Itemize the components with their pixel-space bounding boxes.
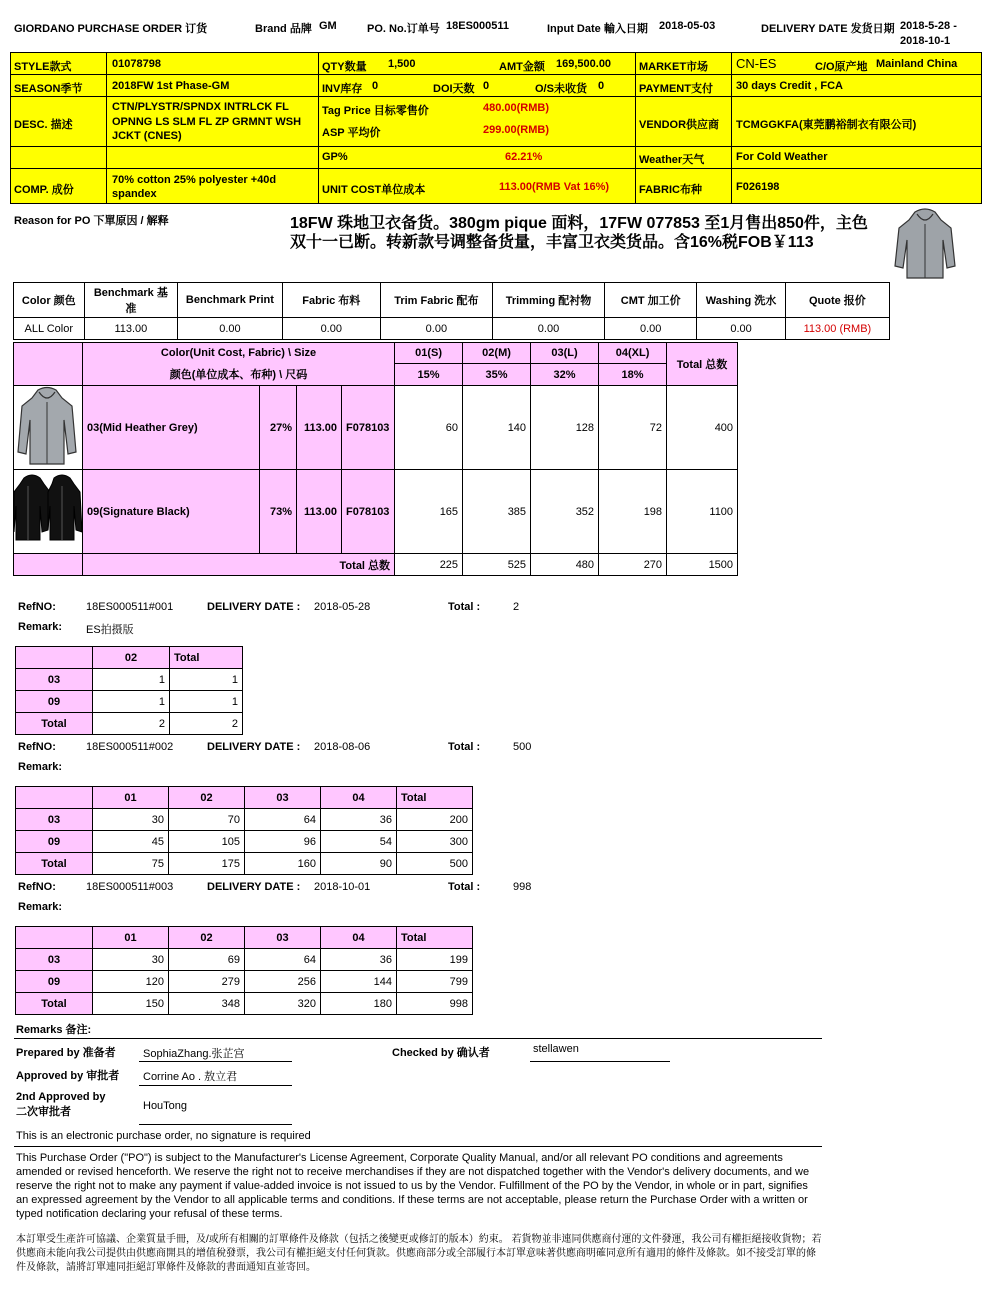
delivery-row-label: 03: [16, 669, 93, 691]
delivery-total-label: Total :: [448, 741, 481, 753]
delivery-cell: 45: [93, 831, 169, 853]
size-header: 04(XL): [599, 343, 667, 364]
origin-value: Mainland China: [876, 58, 958, 70]
legal-terms-zh: 本訂單受生產許可協議、企業質量手冊，及/或所有相關的訂單條件及條款（包括之後變更或修訂的版本）約束。 若貨物並非連同供應商付運的文件發運，我公司有權拒絕接收貨物；若供應商未能向我公司提供由供應商開具的增值稅發票，我公司有權拒絕支付任何貨款。供應商部分或全部履行本訂單意味著供應商明確同意所有適用的條件及條款。如不接受訂單的條件及條款，請將訂單連同拒絕訂單條件及條款的書面通知直並寄回。: [16, 1234, 822, 1273]
cost-cell: 113.00: [84, 318, 178, 340]
ref-value: 18ES000511#003: [86, 881, 174, 893]
desc-line-2: OPNNG LS SLM FL ZP GRMNT WSH: [112, 116, 302, 128]
desc-line-1: CTN/PLYSTR/SPNDX INTRLCK FL: [112, 101, 289, 113]
delivery-header: [16, 787, 93, 809]
cost-cell: 0.00: [697, 318, 786, 340]
qty-value: 1,500: [388, 58, 416, 70]
cost-header: Fabric 布料: [282, 283, 380, 318]
delivery-row-label: Total: [16, 993, 93, 1015]
delivery-table-3: [15, 926, 473, 1015]
delivery-cell: 279: [169, 971, 245, 993]
delivery-cell: 96: [245, 831, 321, 853]
amt-label: AMT金额: [499, 61, 545, 73]
cost-header: Trimming 配衬物: [492, 283, 604, 318]
qty-cell: 352: [531, 470, 599, 554]
ref-value: 18ES000511#002: [86, 741, 174, 753]
desc-label: DESC. 描述: [14, 119, 73, 131]
delivery-cell: 36: [321, 809, 397, 831]
asp-value: 299.00(RMB): [483, 124, 550, 136]
footer-total-label: Total 总数: [83, 554, 395, 576]
qty-cell: 385: [463, 470, 531, 554]
ref-label: RefNO:: [18, 601, 56, 613]
delivery-cell: 105: [169, 831, 245, 853]
delivery-date-value-end: 2018-10-1: [900, 35, 951, 47]
ref-label: RefNO:: [18, 741, 56, 753]
delivery-total-label: Total :: [448, 601, 481, 613]
cost-header: Washing 洗水: [697, 283, 786, 318]
delivery-cell: 64: [245, 809, 321, 831]
delivery-header: 04: [321, 927, 397, 949]
remarks-label: Remarks 备注:: [16, 1024, 92, 1036]
delivery-cell: 200: [397, 809, 473, 831]
qty-cell: 198: [599, 470, 667, 554]
gp-label: GP%: [322, 151, 348, 163]
delivery-date-value: 2018-5-28 -: [900, 20, 957, 32]
size-header-en: Color(Unit Cost, Fabric) \ Size: [83, 343, 395, 364]
season-value: 2018FW 1st Phase-GM: [112, 80, 230, 92]
delivery-header: 03: [245, 927, 321, 949]
input-date-value: 2018-05-03: [659, 20, 716, 32]
delivery-cell: 54: [321, 831, 397, 853]
fabric-label: FABRIC布种: [639, 184, 702, 196]
color-fabric: F078103: [342, 470, 395, 554]
row-total: 1100: [667, 470, 738, 554]
payment-label: PAYMENT支付: [639, 83, 713, 95]
reason-line-2: 双十一已断。转新款号调整备货量，丰富卫衣类货品。含16%税FOB￥113: [290, 234, 814, 251]
payment-value: 30 days Credit , FCA: [736, 80, 843, 92]
unit-cost-value: 113.00(RMB Vat 16%): [499, 181, 610, 193]
amt-value: 169,500.00: [556, 58, 612, 70]
qty-cell: 72: [599, 386, 667, 470]
delivery-cell: 75: [93, 853, 169, 875]
hoodie-grey-icon: [14, 386, 80, 466]
delivery-cell: 150: [93, 993, 169, 1015]
po-number-label: PO. No.订单号: [367, 23, 440, 35]
delivery-row-label: Total: [16, 853, 93, 875]
delivery-date-value: 2018-08-06: [314, 741, 371, 753]
color-cost: 113.00: [297, 470, 342, 554]
delivery-cell: 799: [397, 971, 473, 993]
delivery-cell: 998: [397, 993, 473, 1015]
footer-qty: 525: [463, 554, 531, 576]
delivery-row-label: 09: [16, 831, 93, 853]
delivery-header: [16, 927, 93, 949]
delivery-cell: 256: [245, 971, 321, 993]
delivery-total-label: Total :: [448, 881, 481, 893]
delivery-total-value: 500: [513, 741, 532, 753]
comp-label: COMP. 成份: [14, 184, 74, 196]
gp-value: 62.21%: [505, 151, 543, 163]
approved-label: Approved by 审批者: [16, 1070, 120, 1082]
delivery-cell: 120: [93, 971, 169, 993]
footer-qty: 225: [395, 554, 463, 576]
ref-value: 18ES000511#001: [86, 601, 174, 613]
ref-label: RefNO:: [18, 881, 56, 893]
delivery-header: 03: [245, 787, 321, 809]
asp-label: ASP 平均价: [322, 127, 381, 139]
delivery-header: Total: [397, 927, 473, 949]
style-label: STYLE款式: [14, 61, 72, 73]
cost-header: CMT 加工价: [605, 283, 697, 318]
electronic-note: This is an electronic purchase order, no signature is required: [16, 1130, 311, 1142]
delivery-row-label: 03: [16, 949, 93, 971]
delivery-date-value: 2018-05-28: [314, 601, 371, 613]
delivery-cell: 36: [321, 949, 397, 971]
color-name: 09(Signature Black): [83, 470, 260, 554]
delivery-table-1: [15, 646, 243, 735]
delivery-cell: 144: [321, 971, 397, 993]
qty-cell: 128: [531, 386, 599, 470]
approved2-value: HouTong: [143, 1100, 188, 1112]
delivery-cell: 199: [397, 949, 473, 971]
delivery-header: 02: [169, 927, 245, 949]
weather-value: For Cold Weather: [736, 151, 828, 163]
cost-cell: ALL Color: [14, 318, 85, 340]
cost-cell: 0.00: [605, 318, 697, 340]
cost-cell: 0.00: [492, 318, 604, 340]
delivery-date-label: DELIVERY DATE :: [207, 741, 301, 753]
delivery-header: Total: [397, 787, 473, 809]
tag-price-label: Tag Price 目标零售价: [322, 105, 429, 117]
approved2-label-zh: 二次审批者: [16, 1106, 71, 1118]
delivery-cell: 320: [245, 993, 321, 1015]
delivery-table-2: [15, 786, 473, 875]
delivery-header: Total: [170, 647, 243, 669]
cost-cell: 0.00: [380, 318, 492, 340]
reason-line-1: 18FW 珠地卫衣备货。380gm pique 面料，17FW 077853 至1月售出850件，主色: [290, 215, 868, 232]
checked-label: Checked by 确认者: [392, 1047, 490, 1059]
approved2-label: 2nd Approved by: [16, 1091, 106, 1103]
delivery-cell: 2: [170, 713, 243, 735]
comp-line-2: spandex: [112, 188, 157, 200]
po-number-value: 18ES000511: [446, 20, 510, 32]
delivery-cell: 64: [245, 949, 321, 971]
delivery-total-value: 2: [513, 601, 520, 613]
tag-price-value: 480.00(RMB): [483, 102, 550, 114]
color-name: 03(Mid Heather Grey): [83, 386, 260, 470]
size-header: 01(S): [395, 343, 463, 364]
size-ratio: 35%: [463, 364, 531, 386]
approved-value: Corrine Ao . 敖立君: [143, 1071, 238, 1083]
prepared-value: SophiaZhang.张芷宫: [143, 1048, 245, 1060]
size-ratio: 18%: [599, 364, 667, 386]
delivery-header: 01: [93, 787, 169, 809]
delivery-row-label: 09: [16, 691, 93, 713]
delivery-cell: 180: [321, 993, 397, 1015]
delivery-header: 02: [169, 787, 245, 809]
delivery-cell: 1: [93, 691, 170, 713]
qty-cell: 165: [395, 470, 463, 554]
size-header: 03(L): [531, 343, 599, 364]
doi-value: 0: [483, 80, 490, 92]
size-header: 02(M): [463, 343, 531, 364]
season-label: SEASON季节: [14, 83, 83, 95]
delivery-cell: 160: [245, 853, 321, 875]
remark-label: Remark:: [18, 901, 63, 913]
delivery-cell: 30: [93, 949, 169, 971]
size-ratio: 32%: [531, 364, 599, 386]
delivery-date-label: DELIVERY DATE :: [207, 601, 301, 613]
delivery-cell: 70: [169, 809, 245, 831]
size-ratio: 15%: [395, 364, 463, 386]
cost-header: Color 颜色: [14, 283, 85, 318]
cost-header: Quote 报价: [785, 283, 889, 318]
brand-label: Brand 品牌: [255, 23, 312, 35]
footer-qty: 270: [599, 554, 667, 576]
qty-cell: 140: [463, 386, 531, 470]
reason-label: Reason for PO 下單原因 / 解释: [14, 215, 169, 227]
cost-breakdown-table: [13, 282, 890, 340]
delivery-cell: 175: [169, 853, 245, 875]
size-breakdown-table: [13, 342, 738, 576]
delivery-cell: 1: [170, 669, 243, 691]
cost-cell: 0.00: [178, 318, 283, 340]
color-swatch-cell: [14, 386, 83, 470]
delivery-cell: 90: [321, 853, 397, 875]
unit-cost-label: UNIT COST单位成本: [322, 184, 426, 196]
market-value: CN-ES: [736, 56, 777, 71]
delivery-cell: 2: [93, 713, 170, 735]
delivery-total-value: 998: [513, 881, 532, 893]
origin-label: C/O原产地: [815, 61, 868, 73]
delivery-header: [16, 647, 93, 669]
color-fabric: F078103: [342, 386, 395, 470]
color-pct: 27%: [260, 386, 297, 470]
color-pct: 73%: [260, 470, 297, 554]
color-cost: 113.00: [297, 386, 342, 470]
quote-cell: 113.00 (RMB): [785, 318, 889, 340]
hoodie-grey-icon: [893, 206, 957, 282]
delivery-row-label: Total: [16, 713, 93, 735]
delivery-cell: 300: [397, 831, 473, 853]
cost-header: Benchmark 基准: [84, 283, 178, 318]
desc-line-3: JCKT (CNES): [112, 130, 182, 142]
input-date-label: Input Date 輸入日期: [547, 23, 648, 35]
delivery-cell: 69: [169, 949, 245, 971]
size-header-zh: 颜色(单位成本、布种) \ 尺码: [83, 364, 395, 386]
fabric-value: F026198: [736, 181, 780, 193]
cost-cell: 0.00: [282, 318, 380, 340]
delivery-header: 04: [321, 787, 397, 809]
delivery-cell: 30: [93, 809, 169, 831]
delivery-cell: 348: [169, 993, 245, 1015]
footer-grand-total: 1500: [667, 554, 738, 576]
cost-header: Trim Fabric 配布: [380, 283, 492, 318]
remark-value: ES拍摄版: [86, 624, 134, 636]
hoodie-black-icon: [14, 470, 82, 550]
remark-label: Remark:: [18, 761, 63, 773]
weather-label: Weather天气: [639, 154, 705, 166]
delivery-cell: 1: [170, 691, 243, 713]
vendor-value: TCMGGKFA(東莞鹏裕制衣有限公司): [736, 119, 917, 131]
color-swatch-cell: [14, 470, 83, 554]
inv-value: 0: [372, 80, 379, 92]
brand-value: GM: [319, 20, 337, 32]
po-company-title: GIORDANO PURCHASE ORDER 订货: [14, 23, 208, 35]
row-total: 400: [667, 386, 738, 470]
checked-value: stellawen: [533, 1043, 579, 1055]
market-label: MARKET市场: [639, 61, 709, 73]
qty-cell: 60: [395, 386, 463, 470]
delivery-row-label: 03: [16, 809, 93, 831]
comp-line-1: 70% cotton 25% polyester +40d: [112, 174, 277, 186]
inv-label: INV库存: [322, 83, 363, 95]
style-value: 01078798: [112, 58, 161, 70]
delivery-date-value: 2018-10-01: [314, 881, 371, 893]
delivery-cell: 1: [93, 669, 170, 691]
delivery-cell: 500: [397, 853, 473, 875]
delivery-header: 02: [93, 647, 170, 669]
footer-qty: 480: [531, 554, 599, 576]
qty-label: QTY数量: [322, 61, 367, 73]
os-value: 0: [598, 80, 605, 92]
delivery-date-label: DELIVERY DATE 发货日期: [761, 23, 895, 35]
delivery-header: 01: [93, 927, 169, 949]
total-header: Total 总数: [667, 343, 738, 386]
vendor-label: VENDOR供应商: [639, 119, 720, 131]
remark-label: Remark:: [18, 621, 63, 633]
doi-label: DOI天数: [433, 83, 475, 95]
os-label: O/S未收货: [535, 83, 587, 95]
cost-header: Benchmark Print: [178, 283, 283, 318]
prepared-label: Prepared by 准备者: [16, 1047, 116, 1059]
delivery-row-label: 09: [16, 971, 93, 993]
legal-terms-en: This Purchase Order ("PO") is subject to the Manufacturer's License Agreement, Corporate Quality Manual, and/or all relevant PO conditions and agreements amended or revised henceforth. We reserve the right not to receive merchandises if they are not dispatched together with the Vendor's delivery documents, and we reserve the right not to make any payment if value-added invoice is not issued to us by the Vendor. Fulfillment of the PO by the Vendor, in whole or in part, signifies an expressed agreement by the Vendor to all applicable terms and conditions. If these terms are not acceptable, please return the Purchase Order with a written or typed notification declaring your refusal of these terms.: [16, 1152, 810, 1220]
delivery-date-label: DELIVERY DATE :: [207, 881, 301, 893]
